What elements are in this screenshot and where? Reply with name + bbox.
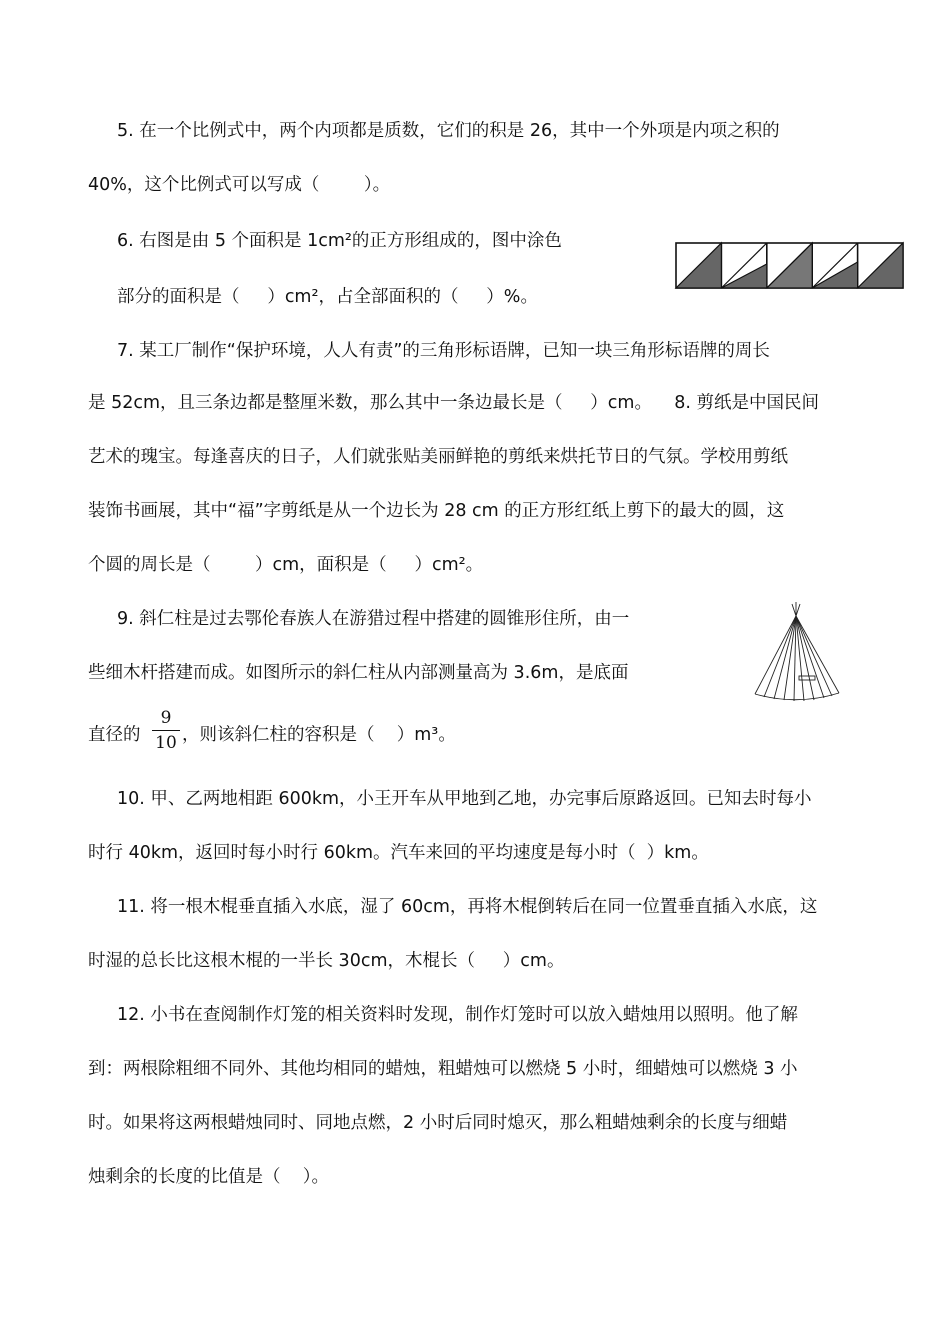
problem-5-line-2: 40%，这个比例式可以写成（ ）。 xyxy=(88,175,391,195)
problem-6-line-1: 6. 右图是由 5 个面积是 1cm²的正方形组成的，图中涂色 xyxy=(117,231,562,251)
fraction-denominator: 10 xyxy=(155,733,177,753)
fraction-nine-tenths xyxy=(152,708,180,753)
problem-10-line-2: 时行 40km，返回时每小时行 60km。汽车来回的平均速度是每小时（ ）km。 xyxy=(88,843,709,863)
fraction-bar xyxy=(152,730,180,731)
problem-9-line-2: 些细木杆搭建而成。如图所示的斜仁柱从内部测量高为 3.6m，是底面 xyxy=(88,663,629,683)
problem-6-line-2: 部分的面积是（ ）cm²，占全部面积的（ ）%。 xyxy=(117,287,538,307)
shaded-triangle-1 xyxy=(676,243,721,288)
problem-11-line-1: 11. 将一根木棍垂直插入水底，湿了 60cm，再将木棍倒转后在同一位置垂直插入水底，这 xyxy=(117,897,818,917)
problem-9-line-3-suffix: ，则该斜仁柱的容积是（ ）m³。 xyxy=(182,725,456,745)
fraction-numerator: 9 xyxy=(160,708,172,728)
problem-8-line-2: 装饰书画展，其中“福”字剪纸是从一个边长为 28 cm 的正方形红纸上剪下的最大的圆，这 xyxy=(88,501,785,521)
problem-10-line-1: 10. 甲、乙两地相距 600km，小王开车从甲地到乙地，办完事后原路返回。已知去时每小 xyxy=(117,789,812,809)
problem-9-line-3-prefix: 直径的 xyxy=(88,725,141,745)
tent-figure xyxy=(752,602,842,702)
problem-8-line-1: 艺术的瑰宝。每逢喜庆的日子，人们就张贴美丽鲜艳的剪纸来烘托节日的气氛。学校用剪纸 xyxy=(88,447,788,467)
problem-12-line-1: 12. 小书在查阅制作灯笼的相关资料时发现，制作灯笼时可以放入蜡烛用以照明。他了解 xyxy=(117,1005,798,1025)
problem-8-line-3: 个圆的周长是（ ）cm，面积是（ ）cm²。 xyxy=(88,555,484,575)
squares-figure xyxy=(674,240,906,292)
problem-7-line-2: 是 52cm，且三条边都是整厘米数，那么其中一条边最长是（ ）cm。 8. 剪纸是中国民间 xyxy=(88,393,819,413)
tent-base xyxy=(755,693,839,700)
shaded-triangle-5 xyxy=(858,243,903,288)
problem-9-line-1: 9. 斜仁柱是过去鄂伦春族人在游猎过程中搭建的圆锥形住所，由一 xyxy=(117,609,630,629)
problem-11-line-2: 时湿的总长比这根木棍的一半长 30cm，木棍长（ ）cm。 xyxy=(88,951,565,971)
problem-7-line-1: 7. 某工厂制作“保护环境，人人有责”的三角形标语牌，已知一块三角形标语牌的周长 xyxy=(117,341,770,361)
problem-12-line-3: 时。如果将这两根蜡烛同时、同地点燃，2 小时后同时熄灭，那么粗蜡烛剩余的长度与细蜡 xyxy=(88,1113,788,1133)
problem-12-line-4: 烛剩余的长度的比值是（ ）。 xyxy=(88,1167,329,1187)
shaded-triangle-2 xyxy=(721,264,766,288)
problem-5-line-1: 5. 在一个比例式中，两个内项都是质数，它们的积是 26，其中一个外项是内项之积的 xyxy=(117,121,780,141)
problem-12-line-2: 到：两根除粗细不同外、其他均相同的蜡烛，粗蜡烛可以燃烧 5 小时，细蜡烛可以燃烧 3 小 xyxy=(88,1059,798,1079)
